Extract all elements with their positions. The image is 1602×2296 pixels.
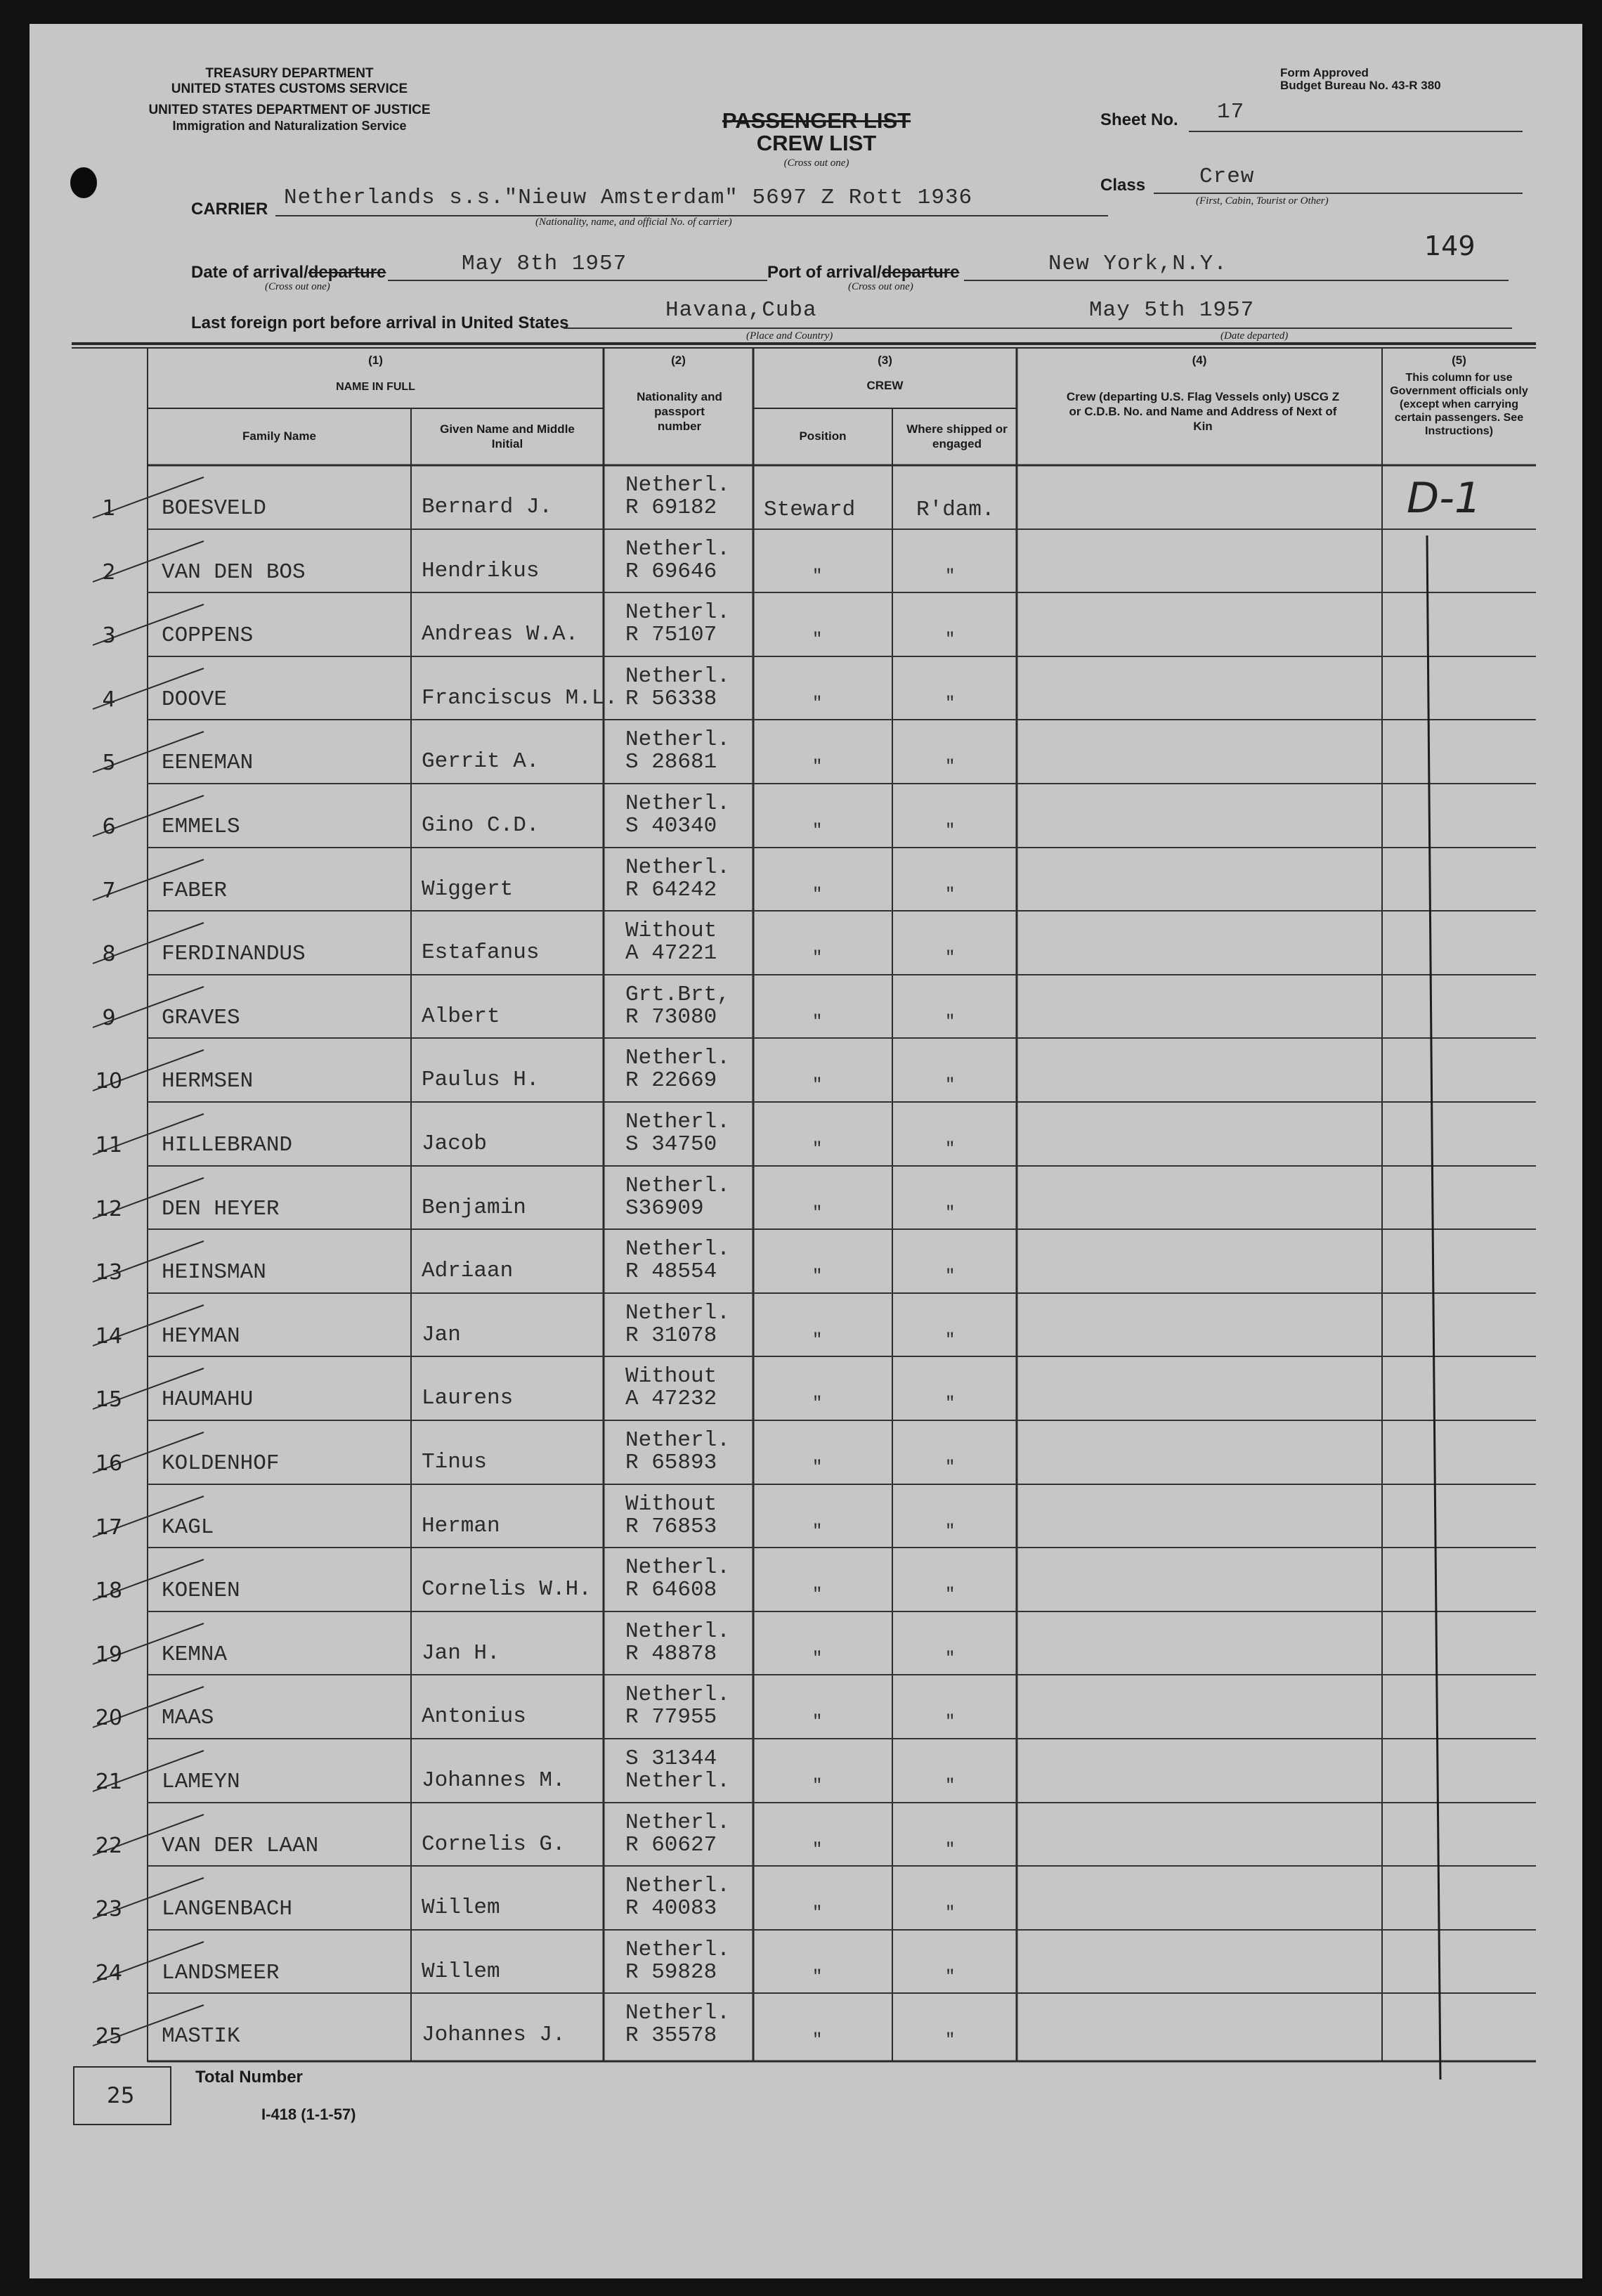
family-name: FABER bbox=[162, 878, 228, 903]
crew-list-title: CREW LIST bbox=[756, 131, 877, 155]
position-ditto: " bbox=[812, 1394, 823, 1414]
col4-number: (4) bbox=[1192, 354, 1207, 367]
row-number: 4 bbox=[102, 687, 116, 712]
form-number: I-418 (1-1-57) bbox=[261, 2106, 356, 2123]
position-ditto: " bbox=[812, 1585, 823, 1605]
family-name: FERDINANDUS bbox=[162, 942, 306, 967]
position-ditto: " bbox=[812, 1458, 823, 1477]
row-number: 25 bbox=[95, 2024, 123, 2049]
sheet-no-label: Sheet No. bbox=[1100, 110, 1178, 129]
nationality-line1: Netherl. bbox=[625, 1237, 730, 1262]
row-number: 12 bbox=[95, 1196, 123, 1221]
row-number: 22 bbox=[95, 1833, 123, 1858]
row-number: 8 bbox=[102, 942, 116, 967]
row-number: 10 bbox=[95, 1069, 123, 1094]
total-number-value: 25 bbox=[107, 2083, 135, 2108]
where-shipped-ditto: " bbox=[945, 1522, 956, 1541]
where-shipped-ditto: " bbox=[945, 1967, 956, 1987]
row-number: 16 bbox=[95, 1451, 123, 1476]
where-shipped-ditto: " bbox=[945, 1330, 956, 1350]
table-row bbox=[30, 1102, 1582, 1166]
nationality-line1: Netherl. bbox=[625, 1110, 730, 1134]
family-name: KOENEN bbox=[162, 1578, 240, 1604]
nationality-line1: Netherl. bbox=[625, 1428, 730, 1453]
family-name: MAAS bbox=[162, 1706, 214, 1731]
passport-number: R 31078 bbox=[625, 1323, 717, 1348]
nationality-line1: Netherl. bbox=[625, 600, 730, 625]
where-shipped-ditto: " bbox=[945, 1585, 956, 1605]
arrival-value: May 8th 1957 bbox=[462, 252, 627, 276]
where-shipped-ditto: " bbox=[945, 566, 956, 586]
dept-line-justice: UNITED STATES DEPARTMENT OF JUSTICE bbox=[148, 103, 431, 117]
nationality-line1: Netherl. bbox=[625, 1173, 730, 1198]
arrival-label-text: Date of arrival/ bbox=[191, 263, 308, 282]
row-number: 7 bbox=[102, 878, 116, 903]
where-shipped-ditto: " bbox=[945, 1777, 956, 1796]
position-ditto: " bbox=[812, 1904, 823, 1924]
position: Steward bbox=[764, 498, 856, 522]
where-shipped-ditto: " bbox=[945, 1458, 956, 1477]
family-name: HEYMAN bbox=[162, 1323, 240, 1349]
passport-number: A 47221 bbox=[625, 941, 717, 966]
nationality-line1: Netherl. bbox=[625, 1555, 730, 1581]
where-shipped-ditto: " bbox=[945, 822, 956, 841]
nationality-line1: Netherl. bbox=[625, 791, 730, 816]
position-ditto: " bbox=[812, 1076, 823, 1096]
table-row bbox=[30, 1038, 1582, 1102]
table-row bbox=[30, 784, 1582, 848]
family-name: LAMEYN bbox=[162, 1770, 240, 1794]
col3a-position: Position bbox=[799, 429, 847, 443]
row-number: 13 bbox=[95, 1260, 123, 1285]
port-label-text: Port of arrival/ bbox=[767, 263, 882, 282]
passport-number: R 69646 bbox=[625, 559, 717, 584]
table-row bbox=[30, 975, 1582, 1039]
col2-number: (2) bbox=[671, 354, 686, 367]
col1a-family-name: Family Name bbox=[242, 429, 316, 443]
table-row bbox=[30, 1484, 1582, 1548]
row-number: 2 bbox=[102, 559, 116, 585]
position-ditto: " bbox=[812, 1777, 823, 1796]
table-row bbox=[30, 1866, 1582, 1930]
row-number: 5 bbox=[102, 751, 116, 776]
passport-number: R 59828 bbox=[625, 1959, 717, 1985]
family-name: DOOVE bbox=[162, 687, 228, 712]
given-name: Estafanus bbox=[422, 940, 540, 966]
class-label: Class bbox=[1100, 176, 1146, 195]
passport-number: R 77955 bbox=[625, 1705, 717, 1730]
nationality-line1: Netherl. bbox=[625, 1810, 730, 1835]
row-number: 14 bbox=[95, 1323, 123, 1349]
nationality-line1: Netherl. bbox=[625, 1046, 730, 1071]
row-number: 20 bbox=[95, 1706, 123, 1731]
table-row bbox=[30, 465, 1582, 529]
where-shipped-ditto: " bbox=[945, 1713, 956, 1732]
carrier-note: (Nationality, name, and official No. of carrier) bbox=[535, 216, 732, 228]
passport-number: S 28681 bbox=[625, 750, 717, 775]
row-number: 3 bbox=[102, 623, 116, 649]
nationality-line1: Netherl. bbox=[625, 2001, 730, 2026]
nationality-line1: Netherl. bbox=[625, 1937, 730, 1962]
passport-number: R 64608 bbox=[625, 1578, 717, 1603]
row-number: 11 bbox=[95, 1133, 123, 1157]
passport-number: Netherl. bbox=[625, 1769, 730, 1794]
last-port-note: (Place and Country) bbox=[746, 330, 833, 342]
passport-number: R 65893 bbox=[625, 1451, 717, 1475]
d1-annotation: D-1 bbox=[1407, 474, 1482, 523]
given-name: Jacob bbox=[422, 1131, 488, 1156]
col1-title: NAME IN FULL bbox=[336, 381, 415, 393]
table-row bbox=[30, 720, 1582, 784]
col3-title: CREW bbox=[866, 379, 904, 392]
family-name: EMMELS bbox=[162, 815, 240, 839]
given-name: Paulus H. bbox=[422, 1068, 540, 1093]
position-ditto: " bbox=[812, 1522, 823, 1541]
passport-number: R 48554 bbox=[625, 1259, 717, 1285]
passport-number: R 35578 bbox=[625, 2023, 717, 2049]
table-row bbox=[30, 656, 1582, 720]
nationality-line1: Grt.Brt, bbox=[625, 982, 730, 1007]
nationality-line1: Netherl. bbox=[625, 663, 730, 689]
position-ditto: " bbox=[812, 630, 823, 650]
arrival-note: (Cross out one) bbox=[265, 281, 330, 292]
where-shipped-ditto: " bbox=[945, 885, 956, 904]
family-name: HILLEBRAND bbox=[162, 1133, 293, 1157]
position-ditto: " bbox=[812, 1203, 823, 1223]
carrier-label: CARRIER bbox=[191, 200, 268, 219]
given-name: Laurens bbox=[422, 1386, 514, 1411]
row-number: 21 bbox=[95, 1770, 123, 1794]
table-row bbox=[30, 1675, 1582, 1739]
col2-title: Nationality and passport number bbox=[637, 390, 722, 433]
passport-number: S 40340 bbox=[625, 814, 717, 838]
family-name: DEN HEYER bbox=[162, 1196, 280, 1221]
position-ditto: " bbox=[812, 1267, 823, 1287]
passport-number: R 56338 bbox=[625, 686, 717, 711]
nationality-line1: Netherl. bbox=[625, 1874, 730, 1899]
where-shipped-ditto: " bbox=[945, 1904, 956, 1924]
nationality-line1: S 31344 bbox=[625, 1746, 717, 1771]
port-value: New York,N.Y. bbox=[1048, 252, 1227, 276]
family-name: LANDSMEER bbox=[162, 1960, 280, 1985]
position-ditto: " bbox=[812, 758, 823, 777]
row-number: 15 bbox=[95, 1387, 123, 1413]
table-row bbox=[30, 1356, 1582, 1420]
family-name: KOLDENHOF bbox=[162, 1451, 280, 1476]
row-number: 18 bbox=[95, 1578, 123, 1604]
date-departed-note: (Date departed) bbox=[1220, 330, 1289, 342]
given-name: Benjamin bbox=[422, 1195, 526, 1220]
budget-bureau-number: Budget Bureau No. 43-R 380 bbox=[1280, 79, 1441, 92]
given-name: Andreas W.A. bbox=[422, 622, 579, 647]
family-name: HEINSMAN bbox=[162, 1260, 266, 1285]
where-shipped: R'dam. bbox=[916, 498, 995, 522]
table-row bbox=[30, 1930, 1582, 1994]
passenger-list-crossed: PASSENGER LIST bbox=[722, 108, 911, 133]
given-name: Herman bbox=[422, 1513, 500, 1538]
col5-number: (5) bbox=[1452, 354, 1466, 367]
nationality-line1: Netherl. bbox=[625, 1682, 730, 1708]
given-name: Gerrit A. bbox=[422, 749, 540, 774]
where-shipped-ditto: " bbox=[945, 1840, 956, 1860]
passport-number: R 22669 bbox=[625, 1068, 717, 1094]
nationality-line1: Netherl. bbox=[625, 473, 730, 498]
passport-number: R 75107 bbox=[625, 623, 717, 648]
class-note: (First, Cabin, Tourist or Other) bbox=[1196, 195, 1329, 207]
where-shipped-ditto: " bbox=[945, 949, 956, 968]
given-name: Hendrikus bbox=[422, 558, 540, 583]
nationality-line1: Netherl. bbox=[625, 855, 730, 880]
position-ditto: " bbox=[812, 1713, 823, 1732]
position-ditto: " bbox=[812, 949, 823, 968]
col4-title: Crew (departing U.S. Flag Vessels only) USCG Z or C.D.B. No. and Name and Address of Next of Kin bbox=[1066, 390, 1340, 433]
family-name: VAN DEN BOS bbox=[162, 559, 306, 585]
given-name: Antonius bbox=[422, 1704, 526, 1730]
port-note: (Cross out one) bbox=[848, 281, 913, 292]
passport-number: R 48878 bbox=[625, 1641, 717, 1666]
table-row bbox=[30, 1548, 1582, 1611]
row-number: 9 bbox=[102, 1005, 116, 1030]
last-port-value: Havana,Cuba bbox=[665, 298, 817, 323]
nationality-line1: Without bbox=[625, 1364, 717, 1389]
given-name: Albert bbox=[422, 1004, 500, 1029]
family-name: COPPENS bbox=[162, 623, 254, 649]
passport-number: R 64242 bbox=[625, 877, 717, 902]
given-name: Wiggert bbox=[422, 876, 514, 902]
where-shipped-ditto: " bbox=[945, 1140, 956, 1159]
family-name: EENEMAN bbox=[162, 751, 254, 776]
col1b-given-name: Given Name and Middle Initial bbox=[440, 422, 575, 450]
dept-line-immigration: Immigration and Naturalization Service bbox=[172, 119, 407, 133]
nationality-line1: Without bbox=[625, 919, 717, 944]
position-ditto: " bbox=[812, 2031, 823, 2051]
document-page bbox=[30, 24, 1582, 2278]
row-number: 6 bbox=[102, 815, 116, 839]
total-number-label: Total Number bbox=[195, 2068, 303, 2087]
table-row bbox=[30, 1166, 1582, 1230]
table-row bbox=[30, 1229, 1582, 1293]
table-row bbox=[30, 1739, 1582, 1803]
where-shipped-ditto: " bbox=[945, 1394, 956, 1414]
passport-number: S36909 bbox=[625, 1195, 704, 1221]
position-ditto: " bbox=[812, 566, 823, 586]
passport-number: R 76853 bbox=[625, 1514, 717, 1539]
passport-number: S 34750 bbox=[625, 1132, 717, 1157]
row-number: 1 bbox=[102, 496, 116, 521]
passport-number: R 73080 bbox=[625, 1004, 717, 1030]
class-value: Crew bbox=[1199, 164, 1255, 189]
position-ditto: " bbox=[812, 885, 823, 904]
date-departed-value: May 5th 1957 bbox=[1089, 298, 1255, 323]
where-shipped-ditto: " bbox=[945, 758, 956, 777]
family-name: KAGL bbox=[162, 1515, 214, 1540]
given-name: Cornelis W.H. bbox=[422, 1577, 592, 1602]
table-row bbox=[30, 529, 1582, 593]
where-shipped-ditto: " bbox=[945, 694, 956, 713]
page-number: 149 bbox=[1424, 231, 1476, 261]
passport-number: R 60627 bbox=[625, 1832, 717, 1857]
table-row bbox=[30, 1803, 1582, 1867]
where-shipped-ditto: " bbox=[945, 2031, 956, 2051]
col3b-where-shipped: Where shipped or engaged bbox=[906, 422, 1008, 450]
col1-number: (1) bbox=[368, 354, 383, 367]
position-ditto: " bbox=[812, 1330, 823, 1350]
position-ditto: " bbox=[812, 822, 823, 841]
carrier-value: Netherlands s.s."Nieuw Amsterdam" 5697 Z Rott 1936 bbox=[284, 186, 973, 210]
passport-number: R 69182 bbox=[625, 495, 717, 520]
passport-number: A 47232 bbox=[625, 1387, 717, 1412]
row-number: 19 bbox=[95, 1642, 123, 1667]
col3-number: (3) bbox=[878, 354, 892, 367]
family-name: BOESVELD bbox=[162, 496, 266, 521]
given-name: Johannes J. bbox=[422, 2023, 566, 2048]
table-row bbox=[30, 1611, 1582, 1675]
arrival-departure-crossed: departure bbox=[308, 263, 386, 282]
given-name: Jan bbox=[422, 1322, 461, 1347]
position-ditto: " bbox=[812, 1649, 823, 1668]
where-shipped-ditto: " bbox=[945, 1267, 956, 1287]
table-row bbox=[30, 911, 1582, 975]
nationality-line1: Netherl. bbox=[625, 536, 730, 562]
given-name: Franciscus M.L. bbox=[422, 685, 618, 711]
table-row bbox=[30, 592, 1582, 656]
form-approved: Form Approved bbox=[1280, 66, 1369, 79]
col5-title: This column for use Government officials only (except when carrying certain passengers. See Instructions) bbox=[1390, 372, 1528, 437]
table-row bbox=[30, 1293, 1582, 1357]
port-departure-crossed: departure bbox=[881, 263, 960, 282]
row-number: 17 bbox=[95, 1515, 123, 1540]
nationality-line1: Netherl. bbox=[625, 1619, 730, 1644]
last-port-label: Last foreign port before arrival in United States bbox=[191, 313, 569, 332]
where-shipped-ditto: " bbox=[945, 1012, 956, 1032]
dept-line-treasury: TREASURY DEPARTMENT bbox=[205, 66, 374, 81]
table-row bbox=[30, 848, 1582, 912]
family-name: LANGENBACH bbox=[162, 1897, 293, 1922]
given-name: Adriaan bbox=[422, 1259, 514, 1284]
given-name: Bernard J. bbox=[422, 495, 553, 519]
family-name: MASTIK bbox=[162, 2024, 240, 2049]
given-name: Tinus bbox=[422, 1450, 488, 1474]
family-name: KEMNA bbox=[162, 1642, 228, 1667]
given-name: Jan H. bbox=[422, 1640, 500, 1666]
given-name: Cornelis G. bbox=[422, 1831, 566, 1857]
sheet-no-value: 17 bbox=[1217, 100, 1245, 124]
row-number: 24 bbox=[95, 1960, 123, 1985]
family-name: HERMSEN bbox=[162, 1069, 254, 1094]
dept-line-customs: UNITED STATES CUSTOMS SERVICE bbox=[171, 82, 408, 96]
given-name: Gino C.D. bbox=[422, 813, 540, 838]
where-shipped-ditto: " bbox=[945, 1203, 956, 1223]
nationality-line1: Without bbox=[625, 1491, 717, 1517]
position-ditto: " bbox=[812, 1012, 823, 1032]
row-number: 23 bbox=[95, 1897, 123, 1922]
position-ditto: " bbox=[812, 1840, 823, 1860]
position-ditto: " bbox=[812, 1140, 823, 1159]
position-ditto: " bbox=[812, 1967, 823, 1987]
family-name: GRAVES bbox=[162, 1005, 240, 1030]
where-shipped-ditto: " bbox=[945, 1649, 956, 1668]
given-name: Willem bbox=[422, 1959, 500, 1984]
position-ditto: " bbox=[812, 694, 823, 713]
where-shipped-ditto: " bbox=[945, 630, 956, 650]
family-name: VAN DER LAAN bbox=[162, 1833, 319, 1858]
list-cross-out-note: (Cross out one) bbox=[783, 157, 849, 169]
family-name: HAUMAHU bbox=[162, 1387, 254, 1413]
nationality-line1: Netherl. bbox=[625, 1300, 730, 1325]
table-row bbox=[30, 1420, 1582, 1484]
given-name: Johannes M. bbox=[422, 1768, 566, 1793]
nationality-line1: Netherl. bbox=[625, 727, 730, 753]
given-name: Willem bbox=[422, 1895, 500, 1921]
where-shipped-ditto: " bbox=[945, 1076, 956, 1096]
table-row bbox=[30, 1993, 1582, 2057]
passport-number: R 40083 bbox=[625, 1896, 717, 1921]
